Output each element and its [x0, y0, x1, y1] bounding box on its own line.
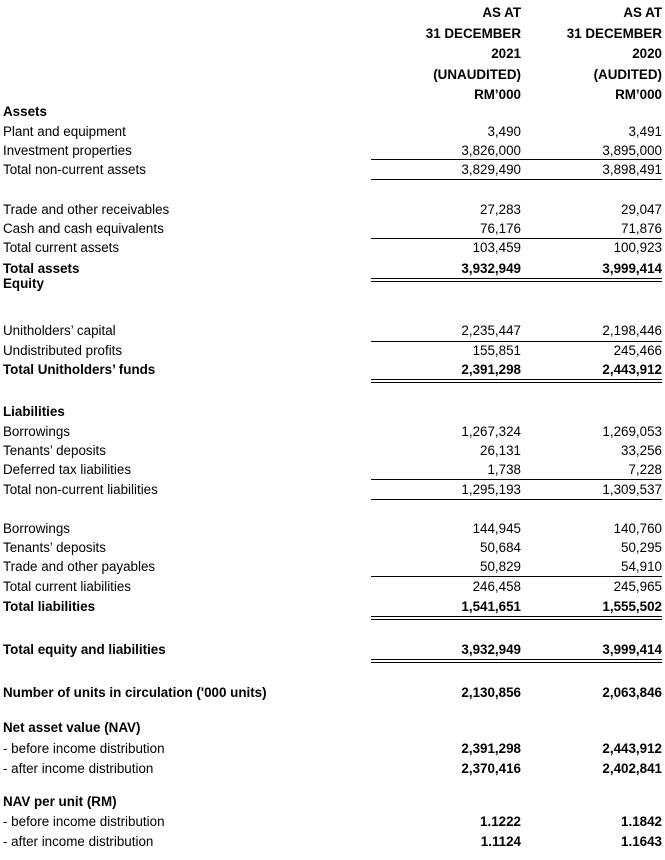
row-label: Investment properties — [3, 143, 132, 158]
value-2020: 1.1842 — [621, 814, 662, 829]
row-label: Deferred tax liabilities — [3, 462, 132, 477]
row-label: NAV per unit (RM) — [3, 794, 117, 809]
value-2020: 29,047 — [621, 202, 662, 217]
row-label: - after income distribution — [3, 761, 154, 776]
table-row — [0, 321, 665, 341]
table-row — [0, 460, 665, 480]
table-row — [0, 102, 665, 122]
table-row — [0, 739, 665, 759]
table-row — [0, 360, 665, 380]
row-label: Net asset value (NAV) — [3, 720, 141, 735]
header-line: AS AT — [482, 5, 521, 20]
double-underline — [512, 379, 662, 383]
table-row — [0, 402, 665, 422]
value-2021: 1.1222 — [480, 814, 521, 829]
table-row — [0, 519, 665, 539]
value-2020: 3,898,491 — [602, 162, 662, 177]
value-2020: 33,256 — [621, 443, 662, 458]
header-line: 31 DECEMBER — [425, 25, 521, 41]
row-label: Total liabilities — [3, 599, 96, 614]
row-label: - before income distribution — [3, 814, 165, 829]
value-2020: 3,895,000 — [602, 143, 662, 158]
double-underline — [371, 659, 521, 663]
row-label: Total non-current assets — [3, 162, 146, 177]
table-row — [0, 538, 665, 558]
value-2021: 103,459 — [472, 240, 521, 255]
double-underline — [512, 659, 662, 663]
row-label: Equity — [3, 276, 44, 291]
header-line: 2021 — [491, 46, 521, 61]
column-header-2021 — [371, 3, 521, 106]
row-label: Total equity and liabilities — [3, 642, 166, 657]
value-2021: 2,235,447 — [461, 323, 521, 338]
double-underline — [371, 616, 521, 620]
value-2020: 54,910 — [621, 559, 662, 574]
row-label: Total current assets — [3, 240, 120, 255]
header-line: (AUDITED) — [593, 66, 662, 82]
underline — [512, 576, 662, 577]
underline — [512, 238, 662, 239]
value-2021: 246,458 — [472, 579, 521, 594]
underline — [512, 479, 662, 480]
table-row — [0, 122, 665, 142]
table-row — [0, 422, 665, 442]
header-line: AS AT — [623, 5, 662, 20]
value-2021: 76,176 — [480, 221, 521, 236]
table-row — [0, 219, 665, 239]
table-row — [0, 238, 665, 258]
value-2020: 100,923 — [613, 240, 662, 255]
value-2020: 7,228 — [628, 462, 662, 477]
value-2021: 3,932,949 — [461, 642, 521, 657]
value-2020: 245,466 — [613, 343, 662, 358]
table-row — [0, 759, 665, 779]
value-2021: 2,130,856 — [461, 685, 521, 700]
underline — [371, 238, 521, 239]
value-2021: 144,945 — [472, 521, 521, 536]
value-2021: 27,283 — [480, 202, 521, 217]
value-2021: 1,541,651 — [461, 599, 521, 614]
table-row — [0, 141, 665, 161]
value-2020: 1,269,053 — [602, 424, 662, 439]
double-underline — [512, 278, 662, 282]
value-2021: 1,267,324 — [461, 424, 521, 439]
value-2021: 155,851 — [472, 343, 521, 358]
row-label: Borrowings — [3, 521, 70, 536]
underline — [371, 159, 521, 160]
table-row — [0, 683, 665, 703]
row-label: Trade and other receivables — [3, 202, 170, 217]
underline — [512, 499, 662, 500]
value-2021: 26,131 — [480, 443, 521, 458]
row-label: Borrowings — [3, 424, 70, 439]
row-label: Total assets — [3, 261, 80, 276]
value-2020: 71,876 — [621, 221, 662, 236]
table-row — [0, 441, 665, 461]
header-line: 2020 — [632, 46, 662, 61]
value-2021: 1,738 — [487, 462, 521, 477]
header-line: 31 DECEMBER — [566, 25, 662, 41]
double-underline — [371, 278, 521, 282]
underline — [371, 179, 521, 180]
value-2021: 1,295,193 — [461, 482, 521, 497]
double-underline — [512, 616, 662, 620]
table-row — [0, 160, 665, 180]
table-row — [0, 640, 665, 660]
value-2020: 2,443,912 — [602, 362, 662, 377]
value-2020: 2,198,446 — [602, 323, 662, 338]
row-label: Undistributed profits — [3, 343, 123, 358]
value-2020: 1,555,502 — [602, 599, 662, 614]
table-row — [0, 597, 665, 617]
double-underline — [371, 379, 521, 383]
value-2020: 3,999,414 — [602, 261, 662, 276]
table-row — [0, 274, 665, 294]
underline — [371, 499, 521, 500]
column-header-2020 — [512, 3, 662, 106]
value-2020: 3,999,414 — [602, 642, 662, 657]
row-label: Number of units in circulation ('000 units) — [3, 685, 267, 700]
row-label: Assets — [3, 104, 47, 119]
table-row — [0, 832, 665, 852]
row-label: - after income distribution — [3, 834, 154, 849]
value-2021: 2,391,298 — [461, 741, 521, 756]
value-2020: 245,965 — [613, 579, 662, 594]
underline — [371, 341, 521, 342]
header-line: (UNAUDITED) — [433, 66, 521, 82]
table-row — [0, 341, 665, 361]
row-label: Total Unitholders’ funds — [3, 362, 156, 377]
value-2021: 50,829 — [480, 559, 521, 574]
table-row — [0, 557, 665, 577]
value-2020: 2,063,846 — [602, 685, 662, 700]
underline — [512, 179, 662, 180]
underline — [371, 479, 521, 480]
row-label: Unitholders’ capital — [3, 323, 116, 338]
header-line: RM’000 — [474, 87, 521, 102]
table-row — [0, 812, 665, 832]
underline — [512, 341, 662, 342]
table-row — [0, 200, 665, 220]
table-row — [0, 792, 665, 812]
underline — [512, 159, 662, 160]
value-2021: 2,370,416 — [461, 761, 521, 776]
value-2020: 3,491 — [628, 124, 662, 139]
table-row — [0, 480, 665, 500]
value-2021: 50,684 — [480, 540, 521, 555]
underline — [371, 576, 521, 577]
row-label: Total non-current liabilities — [3, 482, 158, 497]
value-2021: 1.1124 — [480, 834, 521, 849]
value-2021: 3,490 — [487, 124, 521, 139]
row-label: Tenants’ deposits — [3, 540, 106, 555]
header-line: RM’000 — [615, 87, 662, 102]
value-2021: 3,829,490 — [461, 162, 521, 177]
value-2020: 1.1643 — [621, 834, 662, 849]
value-2020: 1,309,537 — [602, 482, 662, 497]
value-2021: 2,391,298 — [461, 362, 521, 377]
value-2020: 50,295 — [621, 540, 662, 555]
row-label: Trade and other payables — [3, 559, 156, 574]
value-2020: 2,443,912 — [602, 741, 662, 756]
value-2020: 2,402,841 — [602, 761, 662, 776]
value-2020: 140,760 — [613, 521, 662, 536]
row-label: Tenants’ deposits — [3, 443, 106, 458]
table-row — [0, 577, 665, 597]
table-row — [0, 718, 665, 738]
row-label: - before income distribution — [3, 741, 165, 756]
row-label: Plant and equipment — [3, 124, 126, 139]
value-2021: 3,826,000 — [461, 143, 521, 158]
row-label: Cash and cash equivalents — [3, 221, 164, 236]
row-label: Total current liabilities — [3, 579, 132, 594]
row-label: Liabilities — [3, 404, 65, 419]
value-2021: 3,932,949 — [461, 261, 521, 276]
